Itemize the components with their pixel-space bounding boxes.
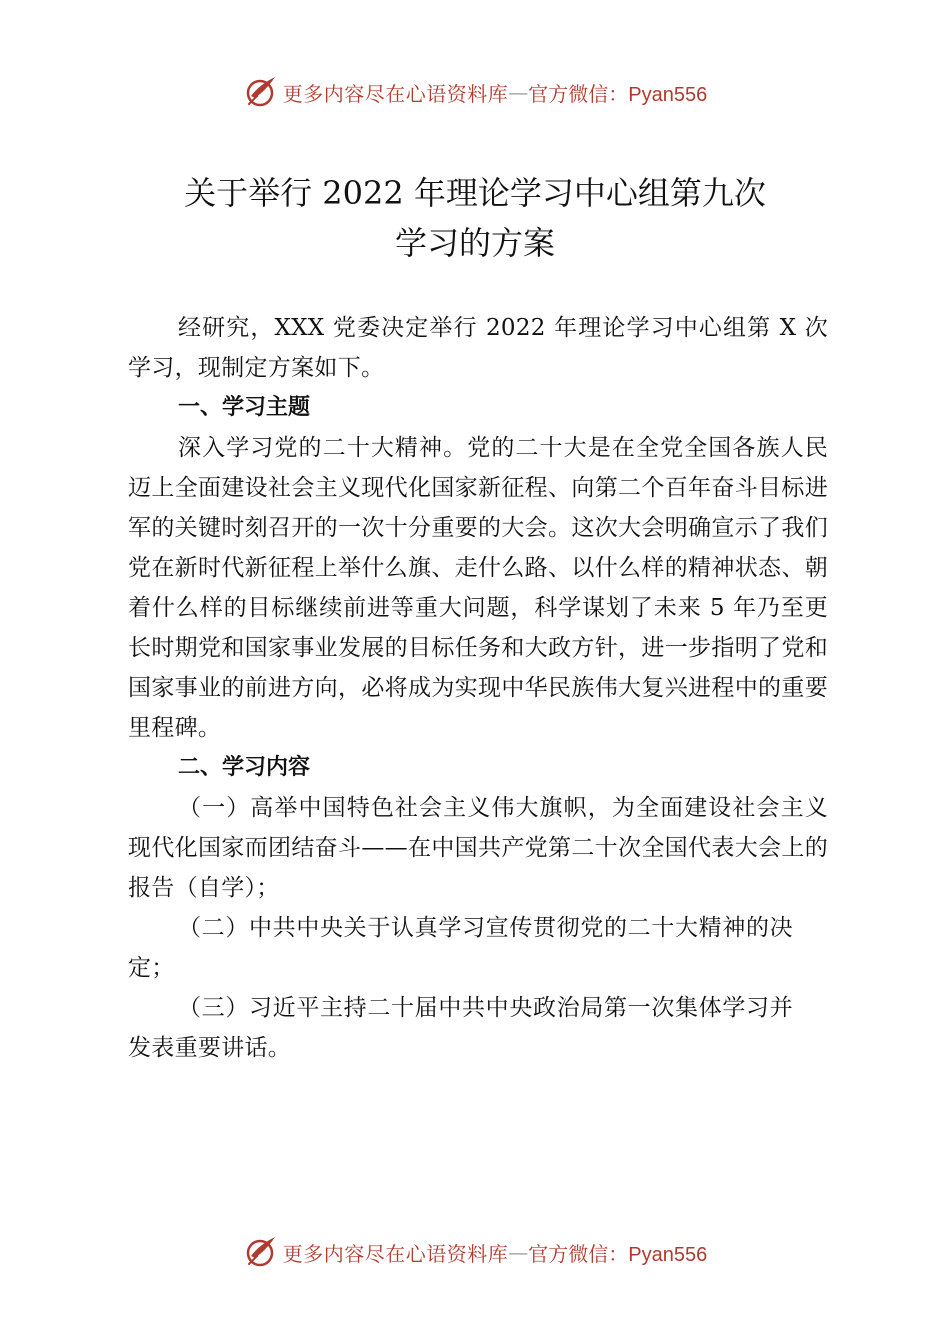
watermark-banner-top: [0, 72, 950, 112]
document-title: [0, 168, 950, 268]
watermark-text: 更多内容尽在心语资料库: [282, 1241, 509, 1266]
watermark-wechat: 官方微信：Pyan556: [528, 1243, 708, 1266]
watermark-wechat: 官方微信：Pyan556: [528, 83, 708, 106]
document-body: [128, 308, 828, 1068]
section-heading-theme: 一、学习主题: [178, 395, 311, 420]
watermark-separator: —: [508, 1240, 529, 1264]
title-line-1: 关于举行 2022 年理论学习中心组第九次: [184, 174, 766, 212]
watermark-text: 更多内容尽在心语资料库: [282, 81, 509, 106]
quill-logo-icon: [243, 1234, 279, 1270]
intro-paragraph: 经研究，XXX 党委决定举行 2022 年理论学习中心组第 X 次学习，现制定方案如下。: [128, 315, 828, 381]
content-item: （一）高举中国特色社会主义伟大旗帜，为全面建设社会主义现代化国家而团结奋斗——在中国共产党第二十次全国代表大会上的报告（自学）；: [128, 795, 828, 901]
theme-paragraph: 深入学习党的二十大精神。党的二十大是在全党全国各族人民迈上全面建设社会主义现代化国家新征程、向第二个百年奋斗目标进军的关键时刻召开的一次十分重要的大会。这次大会明确宣示了我们党在新时代新征程上举什么旗、走什么路、以什么样的精神状态、朝着什么样的目标继续前进等重大问题，科学谋划了未来 5 年乃至更长时期党和国家事业发展的目标任务和大政方针，进一步指明了党和国家事业的前进方向，必将成为实现中华民族伟大复兴进程中的重要里程碑。: [128, 435, 828, 741]
content-item: （三）习近平主持二十届中共中央政治局第一次集体学习并发表重要讲话。: [128, 995, 793, 1061]
title-line-2: 学习的方案: [394, 224, 555, 262]
watermark-separator: —: [508, 80, 529, 104]
watermark-banner-bottom: [0, 1232, 950, 1272]
content-item: （二）中共中央关于认真学习宣传贯彻党的二十大精神的决定；: [128, 915, 793, 981]
section-heading-content: 二、学习内容: [178, 755, 311, 780]
quill-logo-icon: [243, 74, 279, 110]
